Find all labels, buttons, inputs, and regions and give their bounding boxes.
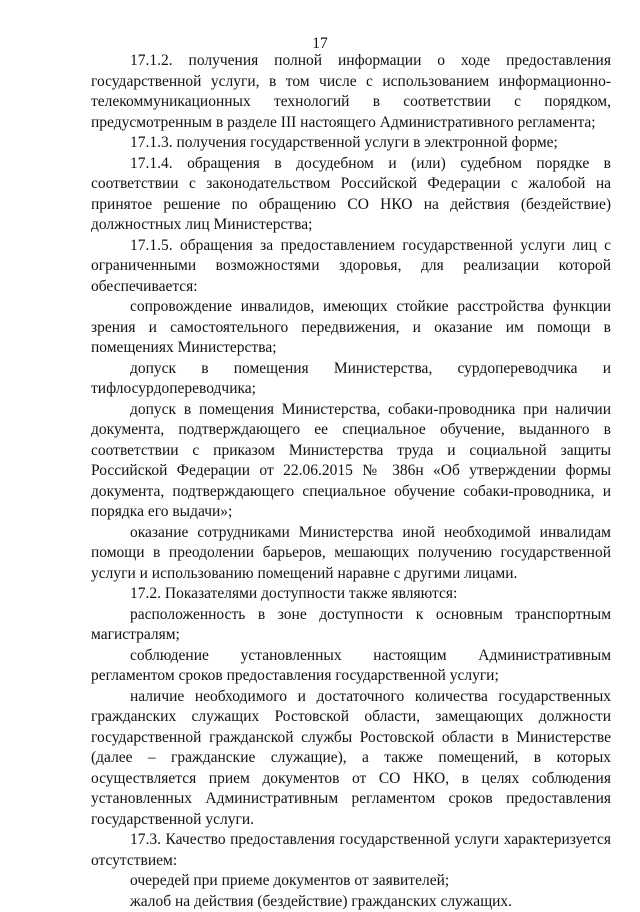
page-number: 17	[0, 34, 640, 54]
paragraph-17-2: 17.2. Показателями доступности также являются:	[91, 584, 611, 605]
paragraph-no-complaints: жалоб на действия (бездействие) гражданских служащих.	[91, 892, 611, 912]
paragraph-sign-interpreter: допуск в помещения Министерства, сурдопереводчика и тифлосурдопереводчика;	[91, 359, 611, 400]
paragraph-transport-access: расположенность в зоне доступности к основным транспортным магистралям;	[91, 605, 611, 646]
paragraph-17-1-5: 17.1.5. обращения за предоставлением государственной услуги лиц с ограниченными возможностями здоровья, для реализации которой обеспечивается:	[91, 236, 611, 298]
paragraph-17-1-3: 17.1.3. получения государственной услуги в электронной форме;	[91, 133, 611, 154]
paragraph-17-1-4: 17.1.4. обращения в досудебном и (или) судебном порядке в соответствии с законодательством Российской Федерации с жалобой на принятое решение по обращению СО НКО на действия (бездействие) должностных лиц Министерства;	[91, 154, 611, 236]
paragraph-no-queues: очередей при приеме документов от заявителей;	[91, 871, 611, 892]
paragraph-17-1-2: 17.1.2. получения полной информации о ходе предоставления государственной услуги, в том числе с использованием информационно-телекоммуникационных технологий в соответствии с порядком, предусмотренным в разделе III настоящего Административного регламента;	[91, 51, 611, 133]
paragraph-escort-disabled: сопровождение инвалидов, имеющих стойкие расстройства функции зрения и самостоятельного передвижения, и оказание им помощи в помещениях Министерства;	[91, 297, 611, 359]
paragraph-staffing: наличие необходимого и достаточного количества государственных гражданских служащих Ростовской области, замещающих должности государственной гражданской службы Ростовской области в Министерстве (далее – гражданские служащие), а также помещений, в которых осуществляется прием документов от СО НКО, в целях соблюдения установленных Административным регламентом сроков предоставления государственной услуги.	[91, 687, 611, 831]
document-body	[91, 51, 611, 912]
paragraph-17-3: 17.3. Качество предоставления государственной услуги характеризуется отсутствием:	[91, 830, 611, 871]
paragraph-staff-assistance: оказание сотрудниками Министерства иной необходимой инвалидам помощи в преодолении барьеров, мешающих получению государственной услуги и использованию помещений наравне с другими лицами.	[91, 523, 611, 585]
paragraph-guide-dog: допуск в помещения Министерства, собаки-проводника при наличии документа, подтверждающего ее специальное обучение, выданного в соответствии с приказом Министерства труда и социальной защиты Российской Федерации от 22.06.2015 № 386н «Об утверждении формы документа, подтверждающего специальное обучение собаки-проводника, и порядка его выдачи»;	[91, 400, 611, 523]
paragraph-deadlines: соблюдение установленных настоящим Административным регламентом сроков предоставления государственной услуги;	[91, 646, 611, 687]
